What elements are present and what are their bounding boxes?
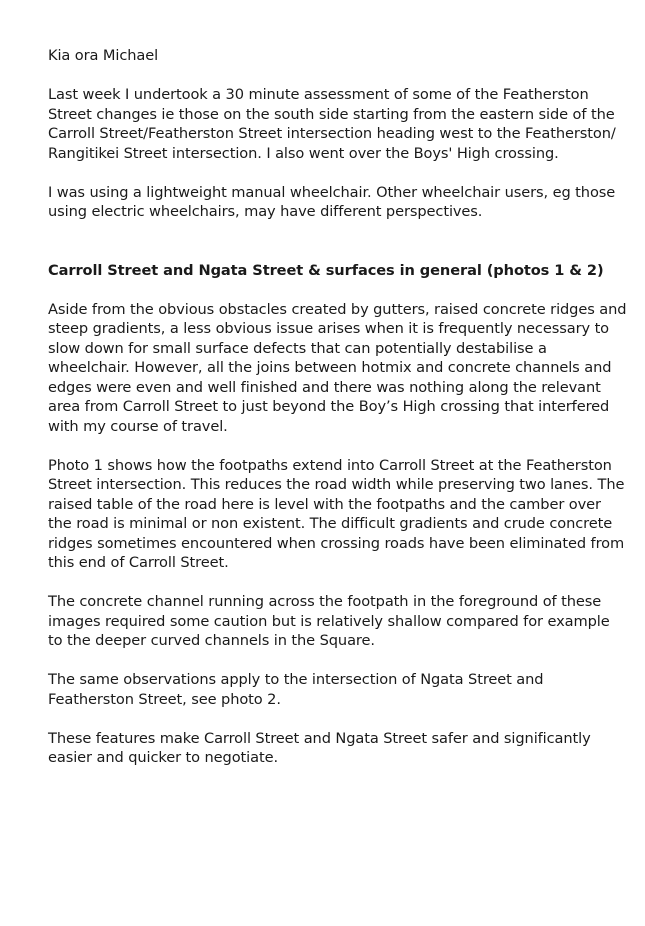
body-paragraph-1: Aside from the obvious obstacles created by gutters, raised concrete ridges and steep gradients, a less obvious issue arises when it is frequently necessary to slow down for small surface defects that can potentially destabilise a wheelchair. However, all the joins between hotmix and concrete channels and edges were even and well finished and there was nothing along the relevant area from Carroll Street to just beyond the Boy’s High crossing that interfered with my course of travel. bbox=[48, 300, 627, 435]
body-paragraph-2: Photo 1 shows how the footpaths extend into Carroll Street at the Featherston Street intersection. This reduces the road width while preserving two lanes. The raised table of the road here is level with the footpaths and the camber over the road is minimal or non existent. The difficult gradients and crude concrete ridges sometimes encountered when crossing roads have been eliminated from this end of Carroll Street. bbox=[48, 456, 625, 571]
body-paragraph-3: The concrete channel running across the footpath in the foreground of these images required some caution but is relatively shallow compared for example to the deeper curved channels in the Square. bbox=[48, 593, 610, 649]
greeting: Kia ora Michael bbox=[48, 47, 159, 64]
intro-paragraph-1: Last week I undertook a 30 minute assessment of some of the Featherston Street changes ie those on the south side starting from the eastern side of the Carroll Street/Featherston Street intersection heading west to the Featherston/ Rangitikei Street intersection. I also went over the Boys' High crossing. bbox=[48, 86, 616, 162]
body-paragraph-4: The same observations apply to the intersection of Ngata Street and Featherston Street, see photo 2. bbox=[48, 671, 544, 708]
section-heading: Carroll Street and Ngata Street & surfaces in general (photos 1 & 2) bbox=[48, 261, 604, 279]
body-paragraph-5: These features make Carroll Street and Ngata Street safer and significantly easier and quicker to negotiate. bbox=[48, 729, 591, 766]
intro-paragraph-2: I was using a lightweight manual wheelchair. Other wheelchair users, eg those using electric wheelchairs, may have different perspectives. bbox=[48, 183, 616, 220]
letter-page bbox=[48, 46, 628, 787]
spacer bbox=[48, 241, 628, 261]
